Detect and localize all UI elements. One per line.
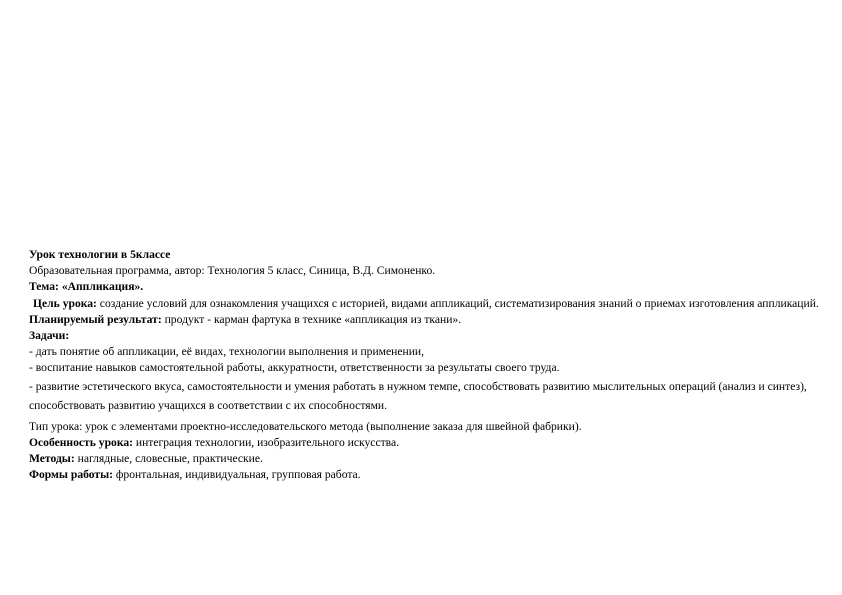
result-label: Планируемый результат: (29, 312, 162, 326)
tasks-label: Задачи: (29, 329, 70, 343)
program-line: Образовательная программа, автор: Технология 5 класс, Синица, В.Д. Симоненко. (29, 264, 436, 278)
lesson-plan-document (29, 247, 819, 483)
methods-label: Методы: (29, 452, 75, 466)
lesson-type-line: Тип урока: урок с элементами проектно-исследовательского метода (выполнение заказа для швейной фабрики). (29, 419, 582, 433)
topic-line (29, 279, 819, 295)
methods-value: наглядные, словесные, практические. (74, 452, 263, 466)
forms-line (29, 467, 819, 483)
result-line (29, 312, 819, 328)
goal-label: Цель урока: (33, 296, 97, 310)
feature-line (29, 435, 819, 451)
result-value: продукт - карман фартука в технике «аппликация из ткани». (161, 312, 462, 326)
topic-label: Тема: (29, 280, 62, 294)
task-item: - воспитание навыков самостоятельной работы, аккуратности, ответственности за результаты своего труда. (29, 361, 560, 375)
feature-label: Особенность урока: (29, 435, 133, 449)
methods-line (29, 451, 819, 467)
forms-label: Формы работы: (29, 468, 114, 482)
lesson-title: Урок технологии в 5классе (29, 248, 171, 261)
goal-line (29, 296, 819, 312)
task-item: - развитие эстетического вкуса, самостоятельности и умения работать в нужном темпе, способствовать развитию мыслительных операций (анализ и синтез), способствовать развитию учащихся в соответствии с их способностями. (29, 379, 807, 412)
feature-value: интеграция технологии, изобразительного искусства. (132, 435, 400, 449)
task-item: - дать понятие об аппликации, её видах, технологии выполнения и применении, (29, 345, 425, 359)
goal-value: создание условий для ознакомления учащихся с историей, видами аппликаций, систематизирования знаний о приемах изготовления аппликаций. (96, 296, 819, 310)
forms-value: фронтальная, индивидуальная, групповая работа. (113, 468, 361, 482)
topic-value: «Аппликация». (61, 280, 144, 294)
